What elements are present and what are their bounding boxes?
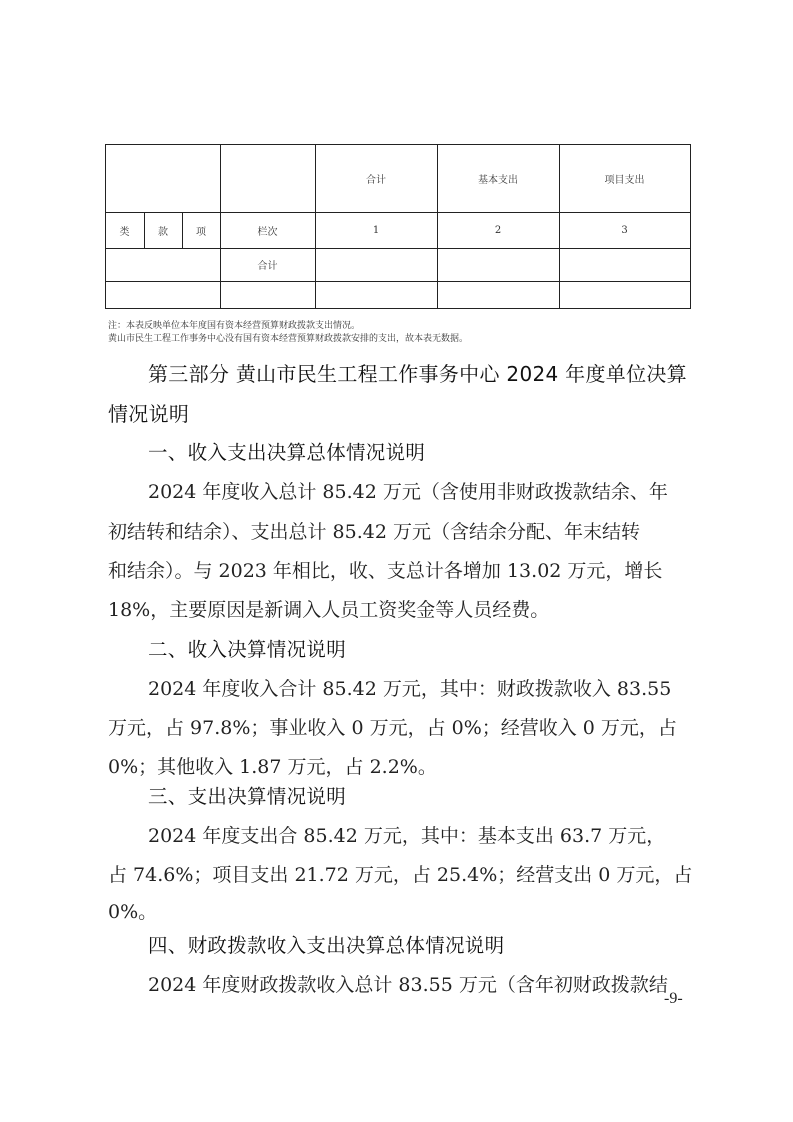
col-xiang: 项 [196, 226, 206, 238]
paragraph-line: 2024 年度财政拨款收入总计 83.55 万元（含年初财政拨款结 [148, 974, 668, 996]
paragraph-line: 初结转和结余）、支出总计 85.42 万元（含结余分配、年末结转 [108, 521, 640, 543]
table-rule [105, 281, 690, 282]
table-note: 注：本表反映单位本年度国有资本经营预算财政拨款支出情况。 [108, 321, 361, 331]
page-number: -9- [664, 990, 683, 1007]
part-title-line2: 情况说明 [108, 402, 190, 426]
table-rule [105, 248, 690, 249]
column-number-2: 2 [494, 224, 502, 236]
column-number-1: 1 [372, 224, 380, 236]
section-heading-4: 四、财政拨款收入支出决算总体情况说明 [148, 934, 505, 957]
header-total: 合计 [366, 174, 386, 186]
paragraph-line: 0%。 [108, 901, 158, 923]
table-border-right [690, 144, 691, 309]
paragraph-line: 2024 年度收入合计 85.42 万元，其中：财政拨款收入 83.55 [148, 678, 672, 700]
col-kuan: 款 [158, 226, 168, 238]
section-heading-2: 二、收入决算情况说明 [148, 638, 347, 661]
header-project-expenditure: 项目支出 [604, 174, 645, 186]
paragraph-line: 2024 年度收入总计 85.42 万元（含使用非财政拨款结余、年 [148, 481, 668, 503]
paragraph-line: 占 74.6%；项目支出 21.72 万元，占 25.4%；经营支出 0 万元，占 [108, 864, 693, 886]
paragraph-line: 0%；其他收入 1.87 万元，占 2.2%。 [108, 756, 437, 778]
expenditure-table [105, 144, 690, 308]
part-title-line1: 第三部分 黄山市民生工程工作事务中心 2024 年度单位决算 [148, 362, 687, 386]
column-number-label: 栏次 [257, 226, 278, 238]
paragraph-line: 2024 年度支出合 85.42 万元，其中：基本支出 63.7 万元， [148, 825, 666, 847]
table-border-bottom [105, 308, 691, 309]
paragraph-line: 和结余）。与 2023 年相比，收、支总计各增加 13.02 万元，增长 [108, 560, 663, 582]
column-number-3: 3 [621, 224, 628, 236]
paragraph-line: 万元，占 97.8%；事业收入 0 万元，占 0%；经营收入 0 万元，占 [108, 717, 677, 739]
header-basic-expenditure: 基本支出 [478, 174, 518, 186]
section-heading-1: 一、收入支出决算总体情况说明 [148, 441, 426, 464]
table-note: 黄山市民生工程工作事务中心没有国有资本经营预算财政拨款安排的支出，故本表无数据。 [108, 334, 469, 344]
section-heading-3: 三、支出决算情况说明 [148, 785, 347, 808]
total-row-label: 合计 [257, 261, 278, 272]
col-lei: 类 [119, 226, 130, 238]
paragraph-line: 18%，主要原因是新调入人员工资奖金等人员经费。 [108, 599, 550, 621]
